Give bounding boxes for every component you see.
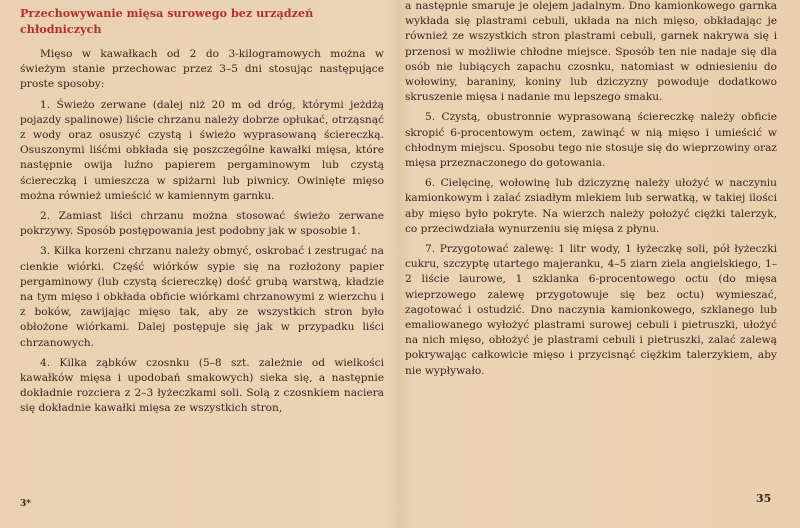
method-6-paragraph: 6. Cielęcinę, wołowinę lub dziczyznę należy ułożyć w naczyniu kamionkowym i zalać zsiadłym mlekiem lub serwatką, w takiej ilości aby mięso było pokryte. Na wierzch należy położyć ciężki talerzyk, co przeciwdziała wynurzeniu się mięsa z płynu. — [405, 177, 777, 235]
right-column — [405, 0, 777, 381]
signature-mark: 3* — [20, 499, 31, 509]
section-heading: Przechowywanie mięsa surowego bez urządzeń chłodniczych — [20, 6, 314, 36]
method-5-paragraph: 5. Czystą, obustronnie wyprasowaną ściereczkę należy obficie skropić 6-procentowym octem, zawinąć w nią mięso i umieścić w chłodnym miejscu. Sposobu tego nie stosuje się do wieprzowiny oraz mięsa przeznaczonego do gotowania. — [405, 111, 777, 170]
method-4-continuation: a następnie smaruje je olejem jadalnym. Dno kamionkowego garnka wykłada się plastrami cebuli, układa na nich mięso, obkładając je również ze wszystkich stron plastrami cebuli, garnek nakrywa się i przenosi w możliwie chłodne miejsce. Sposób ten nie nadaje się dla osób nie lubiących zapachu czosnku, natomiast w odniesieniu do wołowiny, baraniny, koniny lub dziczyzny powoduje dodatkowo skruszenie mięsa i nadanie mu lepszego smaku. — [405, 0, 777, 104]
method-7-paragraph: 7. Przygotować zalewę: 1 litr wody, 1 łyżeczkę soli, pół łyżeczki cukru, szczyptę utartego majeranku, 4–5 ziarn ziela angielskiego, 1–2 liście laurowe, 1 szklanka 6-procentowego octu (do mięsa wieprzowego zalewę przygotowuje się bez octu) wymieszać, zagotować i ostudzić. Dno naczynia kamionkowego, szklanego lub emaliowanego wyłożyć plastrami surowej cebuli i pietruszki, ułożyć na nich mięso, obłożyć je plastrami cebuli i pietruszki, zalać zalewą pokrywając całkowicie mięso i przycisnąć ciężkim talerzykiem, aby nie wypływało. — [405, 243, 777, 377]
intro-paragraph: Mięso w kawałkach od 2 do 3-kilogramowych można w świeżym stanie przechowac przez 3–5 dni stosując następujące proste sposoby: — [20, 48, 384, 91]
method-1-paragraph: 1. Świeżo zerwane (dalej niż 20 m od dróg, którymi jeżdżą pojazdy spalinowe) liście chrzanu należy dobrze opłukać, otrząsnąć z wody oraz osuszyć czystą i świeżo wyprasowaną ściereczką. Osuszonymi liśćmi obkłada się poszczególne kawałki mięsa, które następnie owija luźno papierem pergaminowym lub czystą ściereczką i umieszcza w spiżarni lub piwnicy. Owinięte mięso można również umieścić w kamiennym garnku. — [20, 98, 384, 202]
method-4-paragraph: 4. Kilka ząbków czosnku (5–8 szt. zależnie od wielkości kawałków mięsa i upodobań smakowych) sieka się, a następnie dokładnie rozciera z 2–3 łyżeczkami soli. Solą z czosnkiem naciera się dokładnie kawałki mięsa ze wszystkich stron, — [20, 356, 384, 415]
method-3-paragraph: 3. Kilka korzeni chrzanu należy obmyć, oskrobać i zestrugać na cienkie wiórki. Część wiórków sypie się na rozłożony papier pergaminowy (lub czystą ściereczkę) dość grubą warstwą, kładzie na tym mięso i obkłada obficie wiórkami chrzanowymi z wierzchu i z boków, zawijając mięso tak, aby ze wszystkich stron było obłożone wiórkami. Dalej postępuje się jak w przypadku liści chrzanowych. — [20, 245, 384, 349]
left-column — [20, 6, 384, 419]
page-number: 35 — [756, 492, 772, 505]
method-2-paragraph: 2. Zamiast liści chrzanu można stosować świeżo zerwane pokrzywy. Sposób postępowania jest podobny jak w sposobie 1. — [20, 210, 384, 238]
